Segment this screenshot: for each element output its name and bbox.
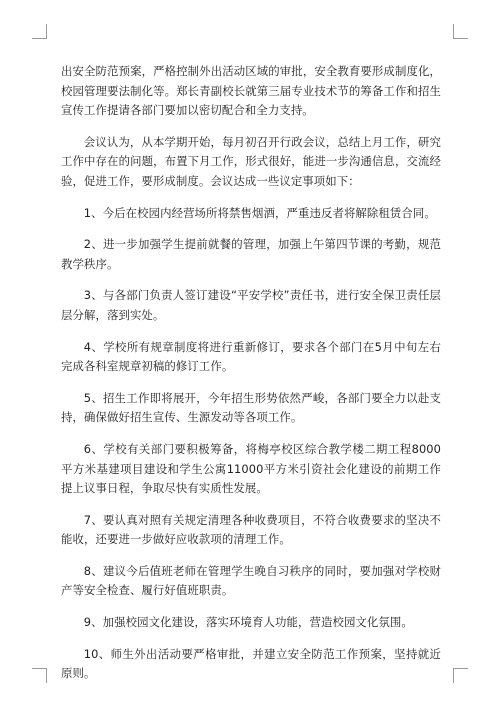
list-item: 10、师生外出活动要严格审批，并建立安全防范工作预案，坚持就近原则。	[61, 646, 441, 681]
list-item: 4、学校所有规章制度将进行重新修订，要求各个部门在5月中旬左右完成各科室规章初稿的修订工作。	[61, 339, 441, 374]
list-item: 5、招生工作即将展开，今年招生形势依然严峻，各部门要全力以赴支持，确保做好招生宣传、生源发动等各项工作。	[61, 390, 441, 425]
list-item: 1、今后在校园内经营场所将禁售烟酒，严重违反者将解除租赁合同。	[83, 205, 436, 220]
crop-mark-top-left	[32, 24, 47, 39]
crop-mark-bottom-left	[32, 668, 47, 683]
document-body	[61, 62, 441, 696]
crop-mark-bottom-right	[453, 668, 468, 683]
list-item: 9、加强校园文化建设，落实环境育人功能，营造校园文化氛围。	[83, 615, 413, 630]
list-item: 6、学校有关部门要积极筹备，将梅亭校区综合教学楼二期工程8000平方米基建项目建设和学生公寓11000平方米引资社会化建设的前期工作提上议事日程，争取尽快有实质性发展。	[61, 441, 441, 496]
paragraph: 会议认为，从本学期开始，每月初召开行政会议，总结上月工作，研究工作中存在的问题，布置下月工作，形式很好，能进一步沟通信息，交流经验，促进工作，要形成制度。会议达成一些议定事项如下：	[61, 134, 441, 188]
list-item: 7、要认真对照有关规定清理各种收费项目，不符合收费要求的坚决不能收，还要进一步做好应收款项的清理工作。	[61, 512, 441, 547]
list-item: 8、建议今后值班老师在管理学生晚自习秩序的同时，要加强对学校财产等安全检查、履行好值班职责。	[61, 563, 441, 598]
paragraph: 出安全防范预案，严格控制外出活动区域的审批，安全教育要形成制度化，校园管理要法制化等。郑长青副校长就第三届专业技术节的筹备工作和招生宣传工作提请各部门要加以密切配合和全力支持。	[61, 64, 441, 118]
list-item: 2、进一步加强学生提前就餐的管理，加强上午第四节课的考勤，规范教学秩序。	[61, 237, 441, 271]
list-item: 3、与各部门负责人签订建设“平安学校”责任书，进行安全保卫责任层层分解，落到实处。	[61, 288, 441, 322]
crop-mark-top-right	[453, 24, 468, 39]
